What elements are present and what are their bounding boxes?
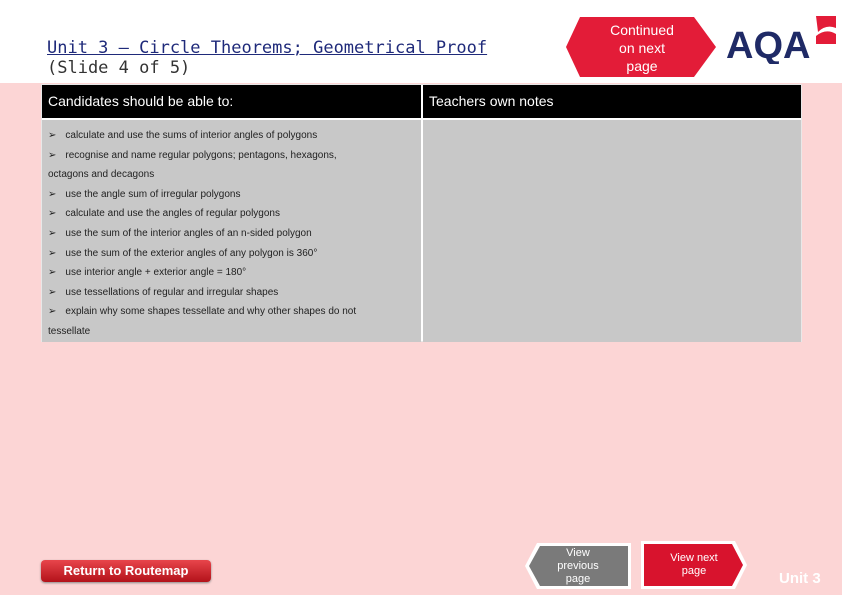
view-next-label [641, 552, 747, 578]
prev-line-1: View [566, 547, 590, 559]
objectives-list [42, 120, 421, 342]
table-header-notes: Teachers own notes [423, 85, 801, 118]
objective-item [48, 283, 421, 303]
view-previous-label [525, 547, 631, 586]
bullet-arrow-icon: ➢ [48, 208, 57, 220]
objective-text: use interior angle + exterior angle = 180° [65, 267, 247, 279]
syllabus-table [41, 84, 802, 342]
objective-text: tessellate [48, 325, 91, 337]
continued-label [594, 21, 690, 75]
aqa-logo-graphic [726, 14, 838, 64]
objective-item [48, 224, 421, 244]
next-line-1: View next [670, 552, 718, 564]
objective-text: calculate and use the angles of regular polygons [65, 208, 280, 220]
table-header-candidates: Candidates should be able to: [42, 85, 421, 118]
objective-text: recognise and name regular polygons; pentagons, hexagons, [65, 149, 337, 161]
objective-text: explain why some shapes tessellate and why other shapes do not [65, 306, 357, 318]
objective-text: use the sum of the exterior angles of any polygon is 360° [65, 247, 318, 259]
continued-on-next-page-badge [566, 17, 716, 77]
page-title-main: Unit 3 – Circle Theorems; Geometrical Proof [47, 38, 488, 58]
prev-line-2: previous [557, 560, 599, 572]
objective-text: calculate and use the sums of interior angles of polygons [65, 130, 318, 141]
objective-item [48, 165, 421, 185]
unit-tag: Unit 3 [779, 570, 821, 587]
bullet-arrow-icon: ➢ [48, 130, 57, 141]
objective-text: use the sum of the interior angles of an n-sided polygon [65, 227, 312, 239]
view-next-page-button[interactable] [641, 541, 747, 589]
objective-item [48, 244, 421, 264]
objective-text: use tessellations of regular and irregular shapes [65, 286, 279, 298]
return-to-routemap-button[interactable]: Return to Routemap [41, 560, 211, 582]
bullet-arrow-icon: ➢ [48, 227, 57, 239]
aqa-logo-text: AQA [726, 25, 811, 64]
aqa-logo [726, 14, 838, 64]
bullet-arrow-icon: ➢ [48, 247, 57, 259]
bullet-arrow-icon: ➢ [48, 188, 57, 200]
page-title-slide-indicator: (Slide 4 of 5) [47, 58, 191, 78]
candidates-cell [42, 120, 421, 342]
view-previous-page-button[interactable] [525, 543, 631, 589]
objective-text: octagons and decagons [48, 169, 155, 181]
bullet-arrow-icon: ➢ [48, 267, 57, 279]
objective-item [48, 322, 421, 342]
continued-line-1: Continued [610, 22, 674, 38]
teachers-notes-cell[interactable] [423, 120, 801, 342]
continued-line-3: page [626, 58, 658, 74]
continued-line-2: on next [619, 40, 665, 56]
objective-item [48, 302, 421, 322]
bullet-arrow-icon: ➢ [48, 149, 57, 161]
bullet-arrow-icon: ➢ [48, 286, 57, 298]
objective-text: use the angle sum of irregular polygons [65, 188, 241, 200]
next-line-2: page [681, 565, 707, 577]
page-title [47, 38, 567, 78]
objective-item [48, 263, 421, 283]
objective-item [48, 204, 421, 224]
objective-item [48, 185, 421, 205]
objective-item [48, 146, 421, 166]
prev-line-3: page [565, 573, 591, 585]
bullet-arrow-icon: ➢ [48, 306, 57, 318]
objective-item [48, 126, 421, 146]
